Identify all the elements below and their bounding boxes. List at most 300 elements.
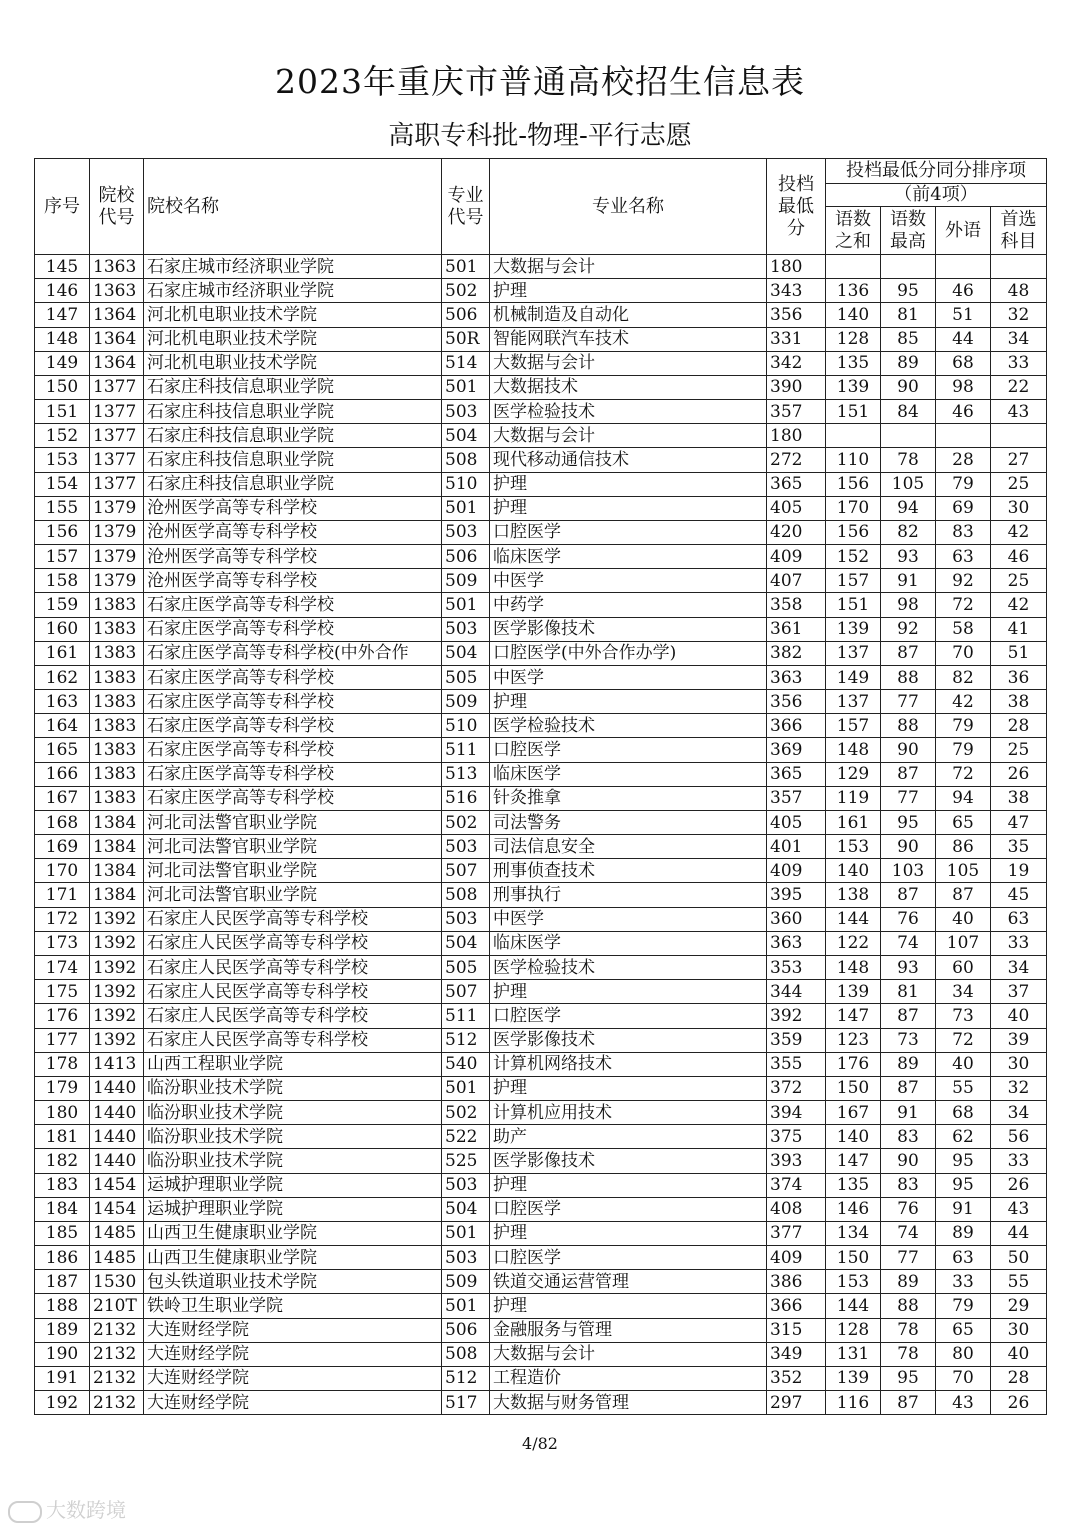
col-header-sum-cn-math: 语数之和 — [826, 207, 881, 255]
cell-major-name: 大数据与会计 — [490, 424, 767, 448]
cell-school-code: 210T — [90, 1294, 144, 1318]
cell-seq: 149 — [35, 351, 90, 375]
cell-seq: 152 — [35, 424, 90, 448]
cell-foreign-lang: 79 — [936, 738, 991, 762]
cell-major-name: 护理 — [490, 496, 767, 520]
cell-min-score: 409 — [767, 1246, 826, 1270]
cell-major-code: 508 — [442, 448, 490, 472]
cell-seq: 162 — [35, 665, 90, 689]
table-row — [35, 955, 1047, 979]
cell-school-name: 山西工程职业学院 — [144, 1052, 442, 1076]
cell-min-score: 297 — [767, 1391, 826, 1415]
cell-max-cn-math: 85 — [881, 327, 936, 351]
cell-sum-cn-math: 138 — [826, 883, 881, 907]
cell-seq: 167 — [35, 786, 90, 810]
cell-first-subject: 29 — [991, 1294, 1047, 1318]
table-row — [35, 690, 1047, 714]
cell-min-score: 363 — [767, 931, 826, 955]
cell-max-cn-math: 87 — [881, 641, 936, 665]
cell-min-score: 366 — [767, 714, 826, 738]
cell-max-cn-math: 103 — [881, 859, 936, 883]
cell-major-name: 医学检验技术 — [490, 714, 767, 738]
cell-foreign-lang: 87 — [936, 883, 991, 907]
cell-school-code: 1454 — [90, 1173, 144, 1197]
cell-min-score: 352 — [767, 1366, 826, 1390]
cell-school-code: 1440 — [90, 1149, 144, 1173]
cell-major-code: 503 — [442, 907, 490, 931]
cell-school-code: 1377 — [90, 424, 144, 448]
cell-school-name: 石家庄人民医学高等专科学校 — [144, 1028, 442, 1052]
cell-first-subject: 33 — [991, 351, 1047, 375]
cell-major-code: 508 — [442, 1342, 490, 1366]
cell-first-subject: 44 — [991, 1221, 1047, 1245]
cell-school-name: 石家庄城市经济职业学院 — [144, 255, 442, 279]
cell-max-cn-math: 77 — [881, 786, 936, 810]
cell-school-code: 1413 — [90, 1052, 144, 1076]
cell-max-cn-math: 88 — [881, 714, 936, 738]
col-header-school-name: 院校名称 — [144, 159, 442, 255]
cell-major-name: 护理 — [490, 1076, 767, 1100]
cell-min-score: 408 — [767, 1197, 826, 1221]
cell-foreign-lang: 83 — [936, 520, 991, 544]
cell-sum-cn-math: 149 — [826, 665, 881, 689]
cell-min-score: 361 — [767, 617, 826, 641]
cell-foreign-lang: 73 — [936, 1004, 991, 1028]
cell-min-score: 355 — [767, 1052, 826, 1076]
cell-sum-cn-math: 156 — [826, 520, 881, 544]
cell-seq: 166 — [35, 762, 90, 786]
cell-seq: 186 — [35, 1246, 90, 1270]
table-row — [35, 520, 1047, 544]
cell-first-subject: 42 — [991, 593, 1047, 617]
cell-school-code: 1377 — [90, 472, 144, 496]
cell-school-code: 1530 — [90, 1270, 144, 1294]
table-row — [35, 1028, 1047, 1052]
cell-school-name: 石家庄医学高等专科学校 — [144, 690, 442, 714]
cell-major-name: 口腔医学 — [490, 1004, 767, 1028]
cell-school-name: 临汾职业技术学院 — [144, 1149, 442, 1173]
cell-sum-cn-math: 147 — [826, 1004, 881, 1028]
cell-school-code: 1392 — [90, 980, 144, 1004]
cell-school-name: 石家庄医学高等专科学校 — [144, 593, 442, 617]
cell-foreign-lang: 94 — [936, 786, 991, 810]
table-row — [35, 883, 1047, 907]
cell-major-code: 513 — [442, 762, 490, 786]
cell-major-code: 504 — [442, 641, 490, 665]
cell-school-code: 1440 — [90, 1125, 144, 1149]
cell-school-code: 1379 — [90, 520, 144, 544]
cell-sum-cn-math: 139 — [826, 375, 881, 399]
cell-foreign-lang: 34 — [936, 980, 991, 1004]
table-row — [35, 1246, 1047, 1270]
cell-school-name: 石家庄科技信息职业学院 — [144, 424, 442, 448]
cell-seq: 181 — [35, 1125, 90, 1149]
cell-school-name: 石家庄医学高等专科学校 — [144, 617, 442, 641]
cell-first-subject: 41 — [991, 617, 1047, 641]
cell-major-code: 501 — [442, 496, 490, 520]
cell-major-code: 510 — [442, 472, 490, 496]
cell-school-name: 临汾职业技术学院 — [144, 1125, 442, 1149]
cell-seq: 174 — [35, 955, 90, 979]
cell-major-name: 护理 — [490, 690, 767, 714]
table-row — [35, 400, 1047, 424]
cell-sum-cn-math: 152 — [826, 545, 881, 569]
cell-first-subject: 34 — [991, 1101, 1047, 1125]
table-row — [35, 593, 1047, 617]
cell-school-name: 石家庄科技信息职业学院 — [144, 472, 442, 496]
col-header-seq: 序号 — [35, 159, 90, 255]
cell-seq: 183 — [35, 1173, 90, 1197]
cell-first-subject: 26 — [991, 1173, 1047, 1197]
cell-school-code: 1383 — [90, 738, 144, 762]
cell-first-subject: 50 — [991, 1246, 1047, 1270]
cell-major-name: 口腔医学 — [490, 520, 767, 544]
cell-first-subject: 63 — [991, 907, 1047, 931]
cell-major-code: 504 — [442, 424, 490, 448]
cell-school-code: 1363 — [90, 255, 144, 279]
cell-major-name: 大数据与会计 — [490, 1342, 767, 1366]
cell-major-code: 501 — [442, 1294, 490, 1318]
cell-major-name: 刑事侦查技术 — [490, 859, 767, 883]
cell-seq: 170 — [35, 859, 90, 883]
cell-min-score: 407 — [767, 569, 826, 593]
cell-min-score: 375 — [767, 1125, 826, 1149]
cell-min-score: 369 — [767, 738, 826, 762]
cell-school-code: 1383 — [90, 714, 144, 738]
cell-seq: 151 — [35, 400, 90, 424]
cell-min-score: 420 — [767, 520, 826, 544]
cell-major-name: 计算机应用技术 — [490, 1101, 767, 1125]
cell-seq: 169 — [35, 835, 90, 859]
cell-sum-cn-math: 128 — [826, 1318, 881, 1342]
cell-major-name: 铁道交通运营管理 — [490, 1270, 767, 1294]
table-row — [35, 762, 1047, 786]
cell-major-name: 护理 — [490, 1294, 767, 1318]
cell-major-code: 512 — [442, 1366, 490, 1390]
cell-sum-cn-math: 161 — [826, 810, 881, 834]
table-row — [35, 1318, 1047, 1342]
cell-max-cn-math: 90 — [881, 738, 936, 762]
table-row — [35, 569, 1047, 593]
table-row — [35, 665, 1047, 689]
cell-first-subject: 25 — [991, 738, 1047, 762]
cell-foreign-lang: 86 — [936, 835, 991, 859]
cell-school-code: 1440 — [90, 1101, 144, 1125]
cell-school-code: 1384 — [90, 810, 144, 834]
cell-sum-cn-math: 131 — [826, 1342, 881, 1366]
cell-school-code: 1440 — [90, 1076, 144, 1100]
cell-major-name: 智能网联汽车技术 — [490, 327, 767, 351]
cell-school-name: 石家庄医学高等专科学校 — [144, 738, 442, 762]
table-row — [35, 714, 1047, 738]
cell-foreign-lang: 44 — [936, 327, 991, 351]
table-row — [35, 545, 1047, 569]
cell-sum-cn-math: 148 — [826, 955, 881, 979]
cell-major-name: 医学检验技术 — [490, 400, 767, 424]
cell-major-code: 512 — [442, 1028, 490, 1052]
cell-school-code: 1379 — [90, 569, 144, 593]
cell-min-score: 357 — [767, 786, 826, 810]
cell-major-name: 临床医学 — [490, 931, 767, 955]
cell-major-code: 505 — [442, 665, 490, 689]
cell-first-subject: 56 — [991, 1125, 1047, 1149]
cell-sum-cn-math: 150 — [826, 1246, 881, 1270]
cell-school-code: 2132 — [90, 1366, 144, 1390]
cell-major-code: 501 — [442, 255, 490, 279]
cell-foreign-lang: 72 — [936, 593, 991, 617]
cell-foreign-lang: 33 — [936, 1270, 991, 1294]
cell-school-name: 运城护理职业学院 — [144, 1173, 442, 1197]
cell-max-cn-math: 81 — [881, 303, 936, 327]
cell-school-code: 1384 — [90, 835, 144, 859]
cell-major-code: 509 — [442, 569, 490, 593]
cell-school-name: 大连财经学院 — [144, 1391, 442, 1415]
cell-max-cn-math: 88 — [881, 1294, 936, 1318]
cell-first-subject: 37 — [991, 980, 1047, 1004]
table-row — [35, 255, 1047, 279]
table-row — [35, 327, 1047, 351]
cell-max-cn-math: 87 — [881, 1076, 936, 1100]
cell-seq: 173 — [35, 931, 90, 955]
cell-first-subject: 35 — [991, 835, 1047, 859]
cell-sum-cn-math: 151 — [826, 593, 881, 617]
cell-school-name: 沧州医学高等专科学校 — [144, 520, 442, 544]
cell-school-name: 铁岭卫生职业学院 — [144, 1294, 442, 1318]
cell-min-score: 349 — [767, 1342, 826, 1366]
cell-school-code: 1392 — [90, 931, 144, 955]
cell-major-name: 护理 — [490, 1221, 767, 1245]
cell-sum-cn-math: 139 — [826, 1366, 881, 1390]
cell-major-code: 50R — [442, 327, 490, 351]
cell-foreign-lang: 105 — [936, 859, 991, 883]
cell-major-name: 计算机网络技术 — [490, 1052, 767, 1076]
cell-school-code: 1383 — [90, 762, 144, 786]
cell-major-code: 502 — [442, 1101, 490, 1125]
cell-min-score: 382 — [767, 641, 826, 665]
cell-school-name: 石家庄科技信息职业学院 — [144, 448, 442, 472]
cell-major-code: 501 — [442, 593, 490, 617]
cell-min-score: 394 — [767, 1101, 826, 1125]
cell-first-subject: 25 — [991, 569, 1047, 593]
cell-seq: 160 — [35, 617, 90, 641]
cell-foreign-lang: 62 — [936, 1125, 991, 1149]
table-row — [35, 1004, 1047, 1028]
cell-school-code: 1383 — [90, 641, 144, 665]
cell-foreign-lang: 107 — [936, 931, 991, 955]
cell-first-subject: 25 — [991, 472, 1047, 496]
cell-sum-cn-math: 139 — [826, 617, 881, 641]
cell-major-code: 501 — [442, 1076, 490, 1100]
cell-major-code: 511 — [442, 1004, 490, 1028]
cell-seq: 175 — [35, 980, 90, 1004]
cell-major-name: 大数据与会计 — [490, 351, 767, 375]
cell-min-score: 405 — [767, 496, 826, 520]
cell-min-score: 342 — [767, 351, 826, 375]
cell-foreign-lang: 42 — [936, 690, 991, 714]
cell-seq: 185 — [35, 1221, 90, 1245]
cell-foreign-lang: 69 — [936, 496, 991, 520]
col-header-max-cn-math: 语数最高 — [881, 207, 936, 255]
cell-major-name: 司法警务 — [490, 810, 767, 834]
cell-foreign-lang: 92 — [936, 569, 991, 593]
cell-first-subject: 43 — [991, 1197, 1047, 1221]
cell-max-cn-math: 89 — [881, 1270, 936, 1294]
cell-min-score: 409 — [767, 859, 826, 883]
cell-major-name: 医学影像技术 — [490, 1149, 767, 1173]
cell-foreign-lang — [936, 424, 991, 448]
cell-max-cn-math: 83 — [881, 1173, 936, 1197]
cell-seq: 159 — [35, 593, 90, 617]
cell-school-code: 1392 — [90, 1004, 144, 1028]
table-row — [35, 448, 1047, 472]
table-row — [35, 351, 1047, 375]
cell-foreign-lang: 28 — [936, 448, 991, 472]
cell-max-cn-math: 81 — [881, 980, 936, 1004]
cell-first-subject: 34 — [991, 327, 1047, 351]
cell-foreign-lang: 65 — [936, 810, 991, 834]
cell-major-code: 502 — [442, 810, 490, 834]
cell-sum-cn-math: 153 — [826, 1270, 881, 1294]
cell-first-subject: 40 — [991, 1342, 1047, 1366]
cell-school-code: 1364 — [90, 303, 144, 327]
cell-major-name: 护理 — [490, 472, 767, 496]
cell-max-cn-math: 78 — [881, 1318, 936, 1342]
cell-min-score: 393 — [767, 1149, 826, 1173]
cell-school-name: 大连财经学院 — [144, 1342, 442, 1366]
cell-foreign-lang: 60 — [936, 955, 991, 979]
cell-major-code: 506 — [442, 1318, 490, 1342]
table-row — [35, 980, 1047, 1004]
cell-school-name: 河北司法警官职业学院 — [144, 810, 442, 834]
table-row — [35, 1366, 1047, 1390]
cell-seq: 179 — [35, 1076, 90, 1100]
cell-sum-cn-math: 116 — [826, 1391, 881, 1415]
cell-major-code: 506 — [442, 303, 490, 327]
cell-school-code: 1383 — [90, 617, 144, 641]
cell-first-subject: 45 — [991, 883, 1047, 907]
cell-min-score: 374 — [767, 1173, 826, 1197]
cell-seq: 168 — [35, 810, 90, 834]
cell-seq: 147 — [35, 303, 90, 327]
cell-seq: 165 — [35, 738, 90, 762]
cell-major-name: 金融服务与管理 — [490, 1318, 767, 1342]
col-header-foreign-lang: 外语 — [936, 207, 991, 255]
cell-sum-cn-math: 128 — [826, 327, 881, 351]
cell-max-cn-math: 92 — [881, 617, 936, 641]
cell-first-subject: 40 — [991, 1004, 1047, 1028]
cell-seq: 156 — [35, 520, 90, 544]
cell-seq: 155 — [35, 496, 90, 520]
cell-foreign-lang: 68 — [936, 351, 991, 375]
table-row — [35, 617, 1047, 641]
cell-major-name: 护理 — [490, 279, 767, 303]
cell-foreign-lang: 79 — [936, 472, 991, 496]
cell-first-subject: 32 — [991, 1076, 1047, 1100]
cell-sum-cn-math: 176 — [826, 1052, 881, 1076]
cell-sum-cn-math: 151 — [826, 400, 881, 424]
cell-min-score: 180 — [767, 424, 826, 448]
table-row — [35, 496, 1047, 520]
table-row — [35, 279, 1047, 303]
cell-first-subject: 28 — [991, 714, 1047, 738]
cell-major-name: 中医学 — [490, 569, 767, 593]
cell-min-score: 390 — [767, 375, 826, 399]
cell-major-name: 现代移动通信技术 — [490, 448, 767, 472]
cell-max-cn-math: 91 — [881, 1101, 936, 1125]
cell-max-cn-math: 77 — [881, 1246, 936, 1270]
cell-school-code: 1363 — [90, 279, 144, 303]
cell-foreign-lang: 80 — [936, 1342, 991, 1366]
cell-school-name: 石家庄医学高等专科学校 — [144, 762, 442, 786]
cell-min-score: 359 — [767, 1028, 826, 1052]
cell-major-code: 508 — [442, 883, 490, 907]
cell-sum-cn-math — [826, 424, 881, 448]
cell-max-cn-math: 78 — [881, 1342, 936, 1366]
cell-major-code: 504 — [442, 931, 490, 955]
cell-min-score: 356 — [767, 303, 826, 327]
cell-school-name: 河北司法警官职业学院 — [144, 883, 442, 907]
cell-foreign-lang: 70 — [936, 1366, 991, 1390]
cell-major-code: 503 — [442, 1246, 490, 1270]
cell-major-code: 502 — [442, 279, 490, 303]
cell-school-name: 沧州医学高等专科学校 — [144, 545, 442, 569]
cell-max-cn-math: 83 — [881, 1125, 936, 1149]
table-row — [35, 424, 1047, 448]
cell-seq: 192 — [35, 1391, 90, 1415]
cell-school-code: 2132 — [90, 1391, 144, 1415]
cell-major-code: 503 — [442, 617, 490, 641]
cell-first-subject: 27 — [991, 448, 1047, 472]
cell-seq: 177 — [35, 1028, 90, 1052]
document-title: 2023年重庆市普通高校招生信息表 — [275, 62, 805, 101]
cell-max-cn-math: 95 — [881, 810, 936, 834]
cell-max-cn-math: 84 — [881, 400, 936, 424]
cell-sum-cn-math: 148 — [826, 738, 881, 762]
cell-school-name: 石家庄医学高等专科学校 — [144, 665, 442, 689]
cell-major-code: 510 — [442, 714, 490, 738]
cell-min-score: 392 — [767, 1004, 826, 1028]
cell-first-subject: 22 — [991, 375, 1047, 399]
cell-min-score: 377 — [767, 1221, 826, 1245]
cell-seq: 187 — [35, 1270, 90, 1294]
cell-school-name: 石家庄人民医学高等专科学校 — [144, 955, 442, 979]
cell-first-subject: 36 — [991, 665, 1047, 689]
cell-max-cn-math: 74 — [881, 931, 936, 955]
cell-min-score: 365 — [767, 762, 826, 786]
cell-max-cn-math: 87 — [881, 1004, 936, 1028]
cell-major-name: 护理 — [490, 980, 767, 1004]
cell-seq: 172 — [35, 907, 90, 931]
cell-major-code: 522 — [442, 1125, 490, 1149]
cell-seq: 171 — [35, 883, 90, 907]
cell-foreign-lang — [936, 255, 991, 279]
cell-min-score: 372 — [767, 1076, 826, 1100]
cell-first-subject: 47 — [991, 810, 1047, 834]
table-row — [35, 738, 1047, 762]
cell-min-score: 386 — [767, 1270, 826, 1294]
table-header — [35, 159, 1047, 255]
cell-first-subject: 30 — [991, 1318, 1047, 1342]
cell-school-name: 河北机电职业技术学院 — [144, 351, 442, 375]
cell-major-code: 505 — [442, 955, 490, 979]
cell-sum-cn-math: 157 — [826, 569, 881, 593]
cell-first-subject: 42 — [991, 520, 1047, 544]
cell-max-cn-math: 89 — [881, 1052, 936, 1076]
cell-max-cn-math: 77 — [881, 690, 936, 714]
cell-school-code: 1383 — [90, 593, 144, 617]
cell-school-name: 河北机电职业技术学院 — [144, 303, 442, 327]
cell-first-subject: 55 — [991, 1270, 1047, 1294]
